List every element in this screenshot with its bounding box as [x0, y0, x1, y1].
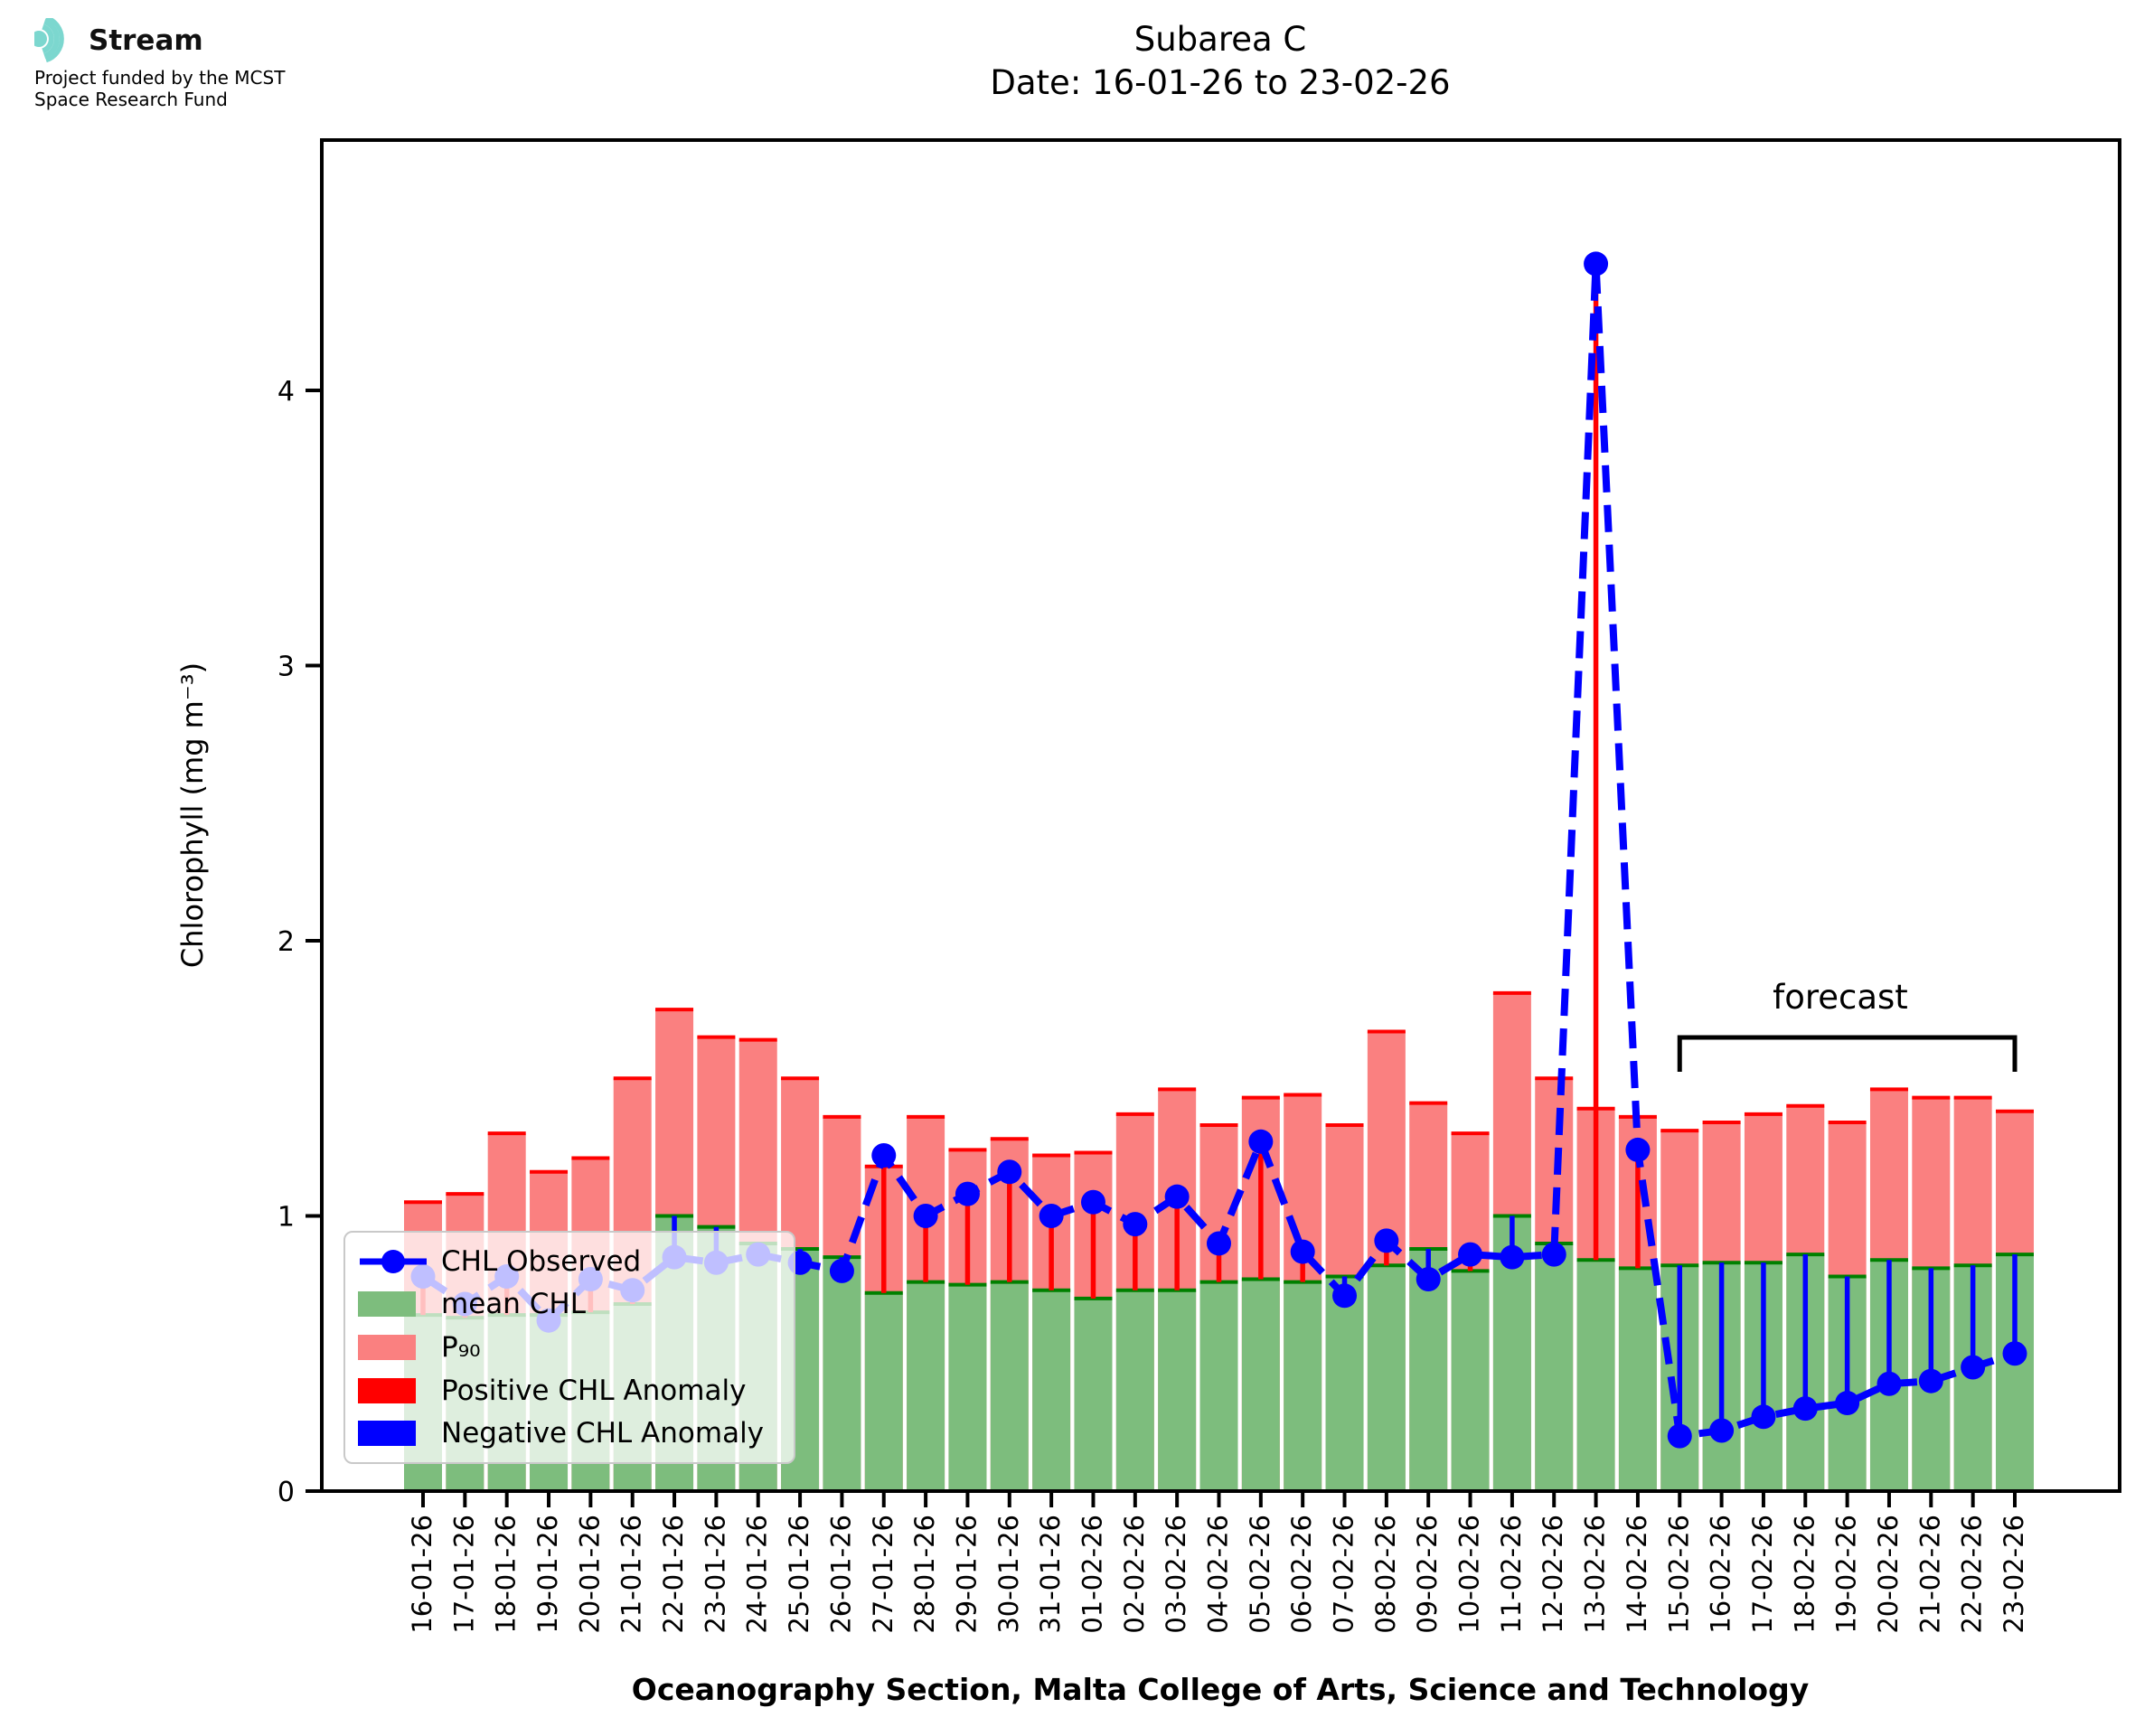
x-tick-label: 01-02-26	[1077, 1515, 1108, 1634]
observed-marker	[997, 1159, 1021, 1184]
observed-marker	[1165, 1185, 1190, 1209]
y-tick-label: 2	[277, 926, 295, 958]
x-tick-label: 19-02-26	[1830, 1515, 1862, 1634]
x-tick-label: 02-02-26	[1118, 1515, 1150, 1634]
mean-chl-bar	[991, 1282, 1029, 1491]
x-tick-label: 16-02-26	[1705, 1515, 1736, 1634]
mean-chl-bar	[1032, 1290, 1070, 1491]
x-tick-label: 06-02-26	[1286, 1515, 1318, 1634]
legend-label: Negative CHL Anomaly	[441, 1417, 765, 1450]
x-tick-label: 30-01-26	[992, 1515, 1024, 1634]
observed-marker	[830, 1259, 854, 1283]
observed-marker	[1751, 1404, 1775, 1429]
chart-subtitle: Date: 16-01-26 to 23-02-26	[990, 63, 1451, 102]
mean-chl-bar	[1242, 1280, 1280, 1491]
x-axis-label: Oceanography Section, Malta College of Arts, Science and Technology	[631, 1672, 1810, 1707]
x-tick-label: 04-02-26	[1202, 1515, 1234, 1634]
y-axis-label: Chlorophyll (mg m⁻³)	[175, 662, 210, 969]
mean-chl-bar	[1619, 1268, 1657, 1491]
observed-marker	[871, 1143, 896, 1168]
observed-marker	[1081, 1190, 1105, 1215]
x-tick-label: 18-01-26	[490, 1515, 522, 1634]
mean-chl-bar	[1368, 1265, 1406, 1491]
legend-item-mean-chl	[358, 1284, 781, 1324]
mean-chl-bar	[948, 1285, 986, 1491]
observed-marker	[1291, 1240, 1315, 1264]
x-tick-label: 25-01-26	[784, 1515, 815, 1634]
observed-marker	[1961, 1355, 1985, 1379]
x-tick-label: 26-01-26	[825, 1515, 857, 1634]
positive-anomaly-swatch	[358, 1375, 428, 1406]
mean-chl-bar	[865, 1293, 903, 1491]
y-tick-label: 1	[277, 1201, 295, 1234]
x-tick-label: 29-01-26	[951, 1515, 983, 1634]
observed-marker	[1542, 1243, 1566, 1267]
observed-marker	[1374, 1228, 1398, 1253]
x-tick-label: 08-02-26	[1369, 1515, 1401, 1634]
legend-label: P₉₀	[441, 1330, 481, 1364]
x-tick-label: 12-02-26	[1538, 1515, 1569, 1634]
x-tick-label: 11-02-26	[1495, 1515, 1527, 1634]
observed-marker	[1668, 1424, 1692, 1449]
x-tick-label: 22-02-26	[1956, 1515, 1988, 1634]
observed-marker	[1625, 1138, 1650, 1162]
x-tick-label: 07-02-26	[1328, 1515, 1359, 1634]
observed-marker	[1709, 1419, 1734, 1443]
x-tick-label: 09-02-26	[1412, 1515, 1444, 1634]
x-tick-label: 13-02-26	[1579, 1515, 1611, 1634]
mean-chl-bar	[1535, 1243, 1573, 1491]
funding-line-1: Project funded by the MCST	[34, 67, 286, 89]
mean-chl-swatch	[358, 1289, 428, 1319]
x-tick-label: 20-02-26	[1872, 1515, 1904, 1634]
x-tick-label: 21-02-26	[1914, 1515, 1946, 1634]
observed-marker	[1332, 1283, 1357, 1308]
x-tick-label: 23-02-26	[1998, 1515, 2029, 1634]
mean-chl-bar	[823, 1257, 861, 1491]
observed-marker	[1500, 1245, 1524, 1270]
observed-marker	[1416, 1267, 1441, 1291]
logo-text: Stream	[89, 24, 203, 57]
x-tick-label: 03-02-26	[1161, 1515, 1192, 1634]
x-tick-label: 18-02-26	[1789, 1515, 1820, 1634]
x-tick-label: 14-02-26	[1621, 1515, 1652, 1634]
x-tick-label: 17-02-26	[1746, 1514, 1778, 1634]
x-tick-label: 10-02-26	[1453, 1515, 1485, 1634]
x-tick-label: 23-01-26	[700, 1515, 731, 1634]
legend-item-positive-anomaly	[358, 1371, 781, 1411]
mean-chl-bar	[1199, 1282, 1237, 1491]
x-tick-label: 05-02-26	[1244, 1515, 1275, 1634]
funding-line-2: Space Research Fund	[34, 89, 228, 110]
observed-marker	[1248, 1130, 1273, 1154]
mean-chl-bar	[1284, 1282, 1322, 1491]
observed-marker	[1584, 251, 1608, 276]
mean-chl-bar	[1116, 1290, 1154, 1491]
observed-marker	[1039, 1204, 1064, 1228]
x-axis	[407, 1491, 2029, 1634]
observed-marker	[914, 1204, 938, 1228]
mean-chl-bar	[1326, 1276, 1364, 1491]
legend-label: CHL Observed	[441, 1244, 642, 1278]
forecast-annotation: forecast	[1773, 978, 1908, 1017]
x-tick-label: 27-01-26	[867, 1515, 898, 1634]
x-tick-label: 17-01-26	[448, 1515, 480, 1634]
negative-anomaly-swatch	[358, 1418, 428, 1449]
x-tick-label: 16-01-26	[407, 1515, 437, 1634]
x-tick-label: 28-01-26	[909, 1515, 941, 1634]
mean-chl-bar	[907, 1282, 945, 1491]
x-tick-label: 22-01-26	[658, 1515, 690, 1634]
x-tick-label: 15-02-26	[1663, 1515, 1695, 1634]
chart-title: Subarea C	[1133, 20, 1307, 59]
legend-label: Positive CHL Anomaly	[441, 1374, 747, 1407]
mean-chl-bar	[1452, 1271, 1490, 1491]
mean-chl-bar	[1577, 1260, 1615, 1491]
x-tick-label: 31-01-26	[1035, 1515, 1067, 1634]
observed-marker	[2002, 1341, 2027, 1365]
forecast-bracket	[1679, 1037, 2015, 1072]
mean-chl-bar	[1158, 1290, 1196, 1491]
observed-marker	[1123, 1212, 1147, 1236]
x-tick-label: 19-01-26	[532, 1515, 564, 1634]
x-tick-label: 20-01-26	[574, 1515, 606, 1634]
p90-swatch	[358, 1332, 428, 1363]
legend-item-p90	[358, 1328, 781, 1367]
observed-marker	[1793, 1396, 1818, 1421]
observed-marker	[1458, 1243, 1482, 1267]
observed-marker	[1877, 1372, 1901, 1396]
y-tick-label: 3	[277, 651, 295, 683]
x-tick-label: 24-01-26	[741, 1515, 773, 1634]
observed-line-swatch	[358, 1246, 428, 1277]
y-axis	[277, 376, 322, 1508]
y-tick-label: 4	[277, 376, 295, 408]
x-tick-label: 21-01-26	[616, 1515, 647, 1634]
mean-chl-bar	[1074, 1299, 1112, 1491]
observed-marker	[1207, 1231, 1231, 1255]
observed-marker	[955, 1182, 980, 1206]
legend-item-negative-anomaly	[358, 1413, 781, 1453]
legend	[343, 1231, 795, 1464]
legend-label: mean CHL	[441, 1288, 586, 1321]
observed-marker	[1835, 1391, 1859, 1415]
legend-item-chl-observed	[358, 1242, 781, 1281]
observed-marker	[1919, 1369, 1943, 1393]
y-tick-label: 0	[277, 1477, 295, 1508]
